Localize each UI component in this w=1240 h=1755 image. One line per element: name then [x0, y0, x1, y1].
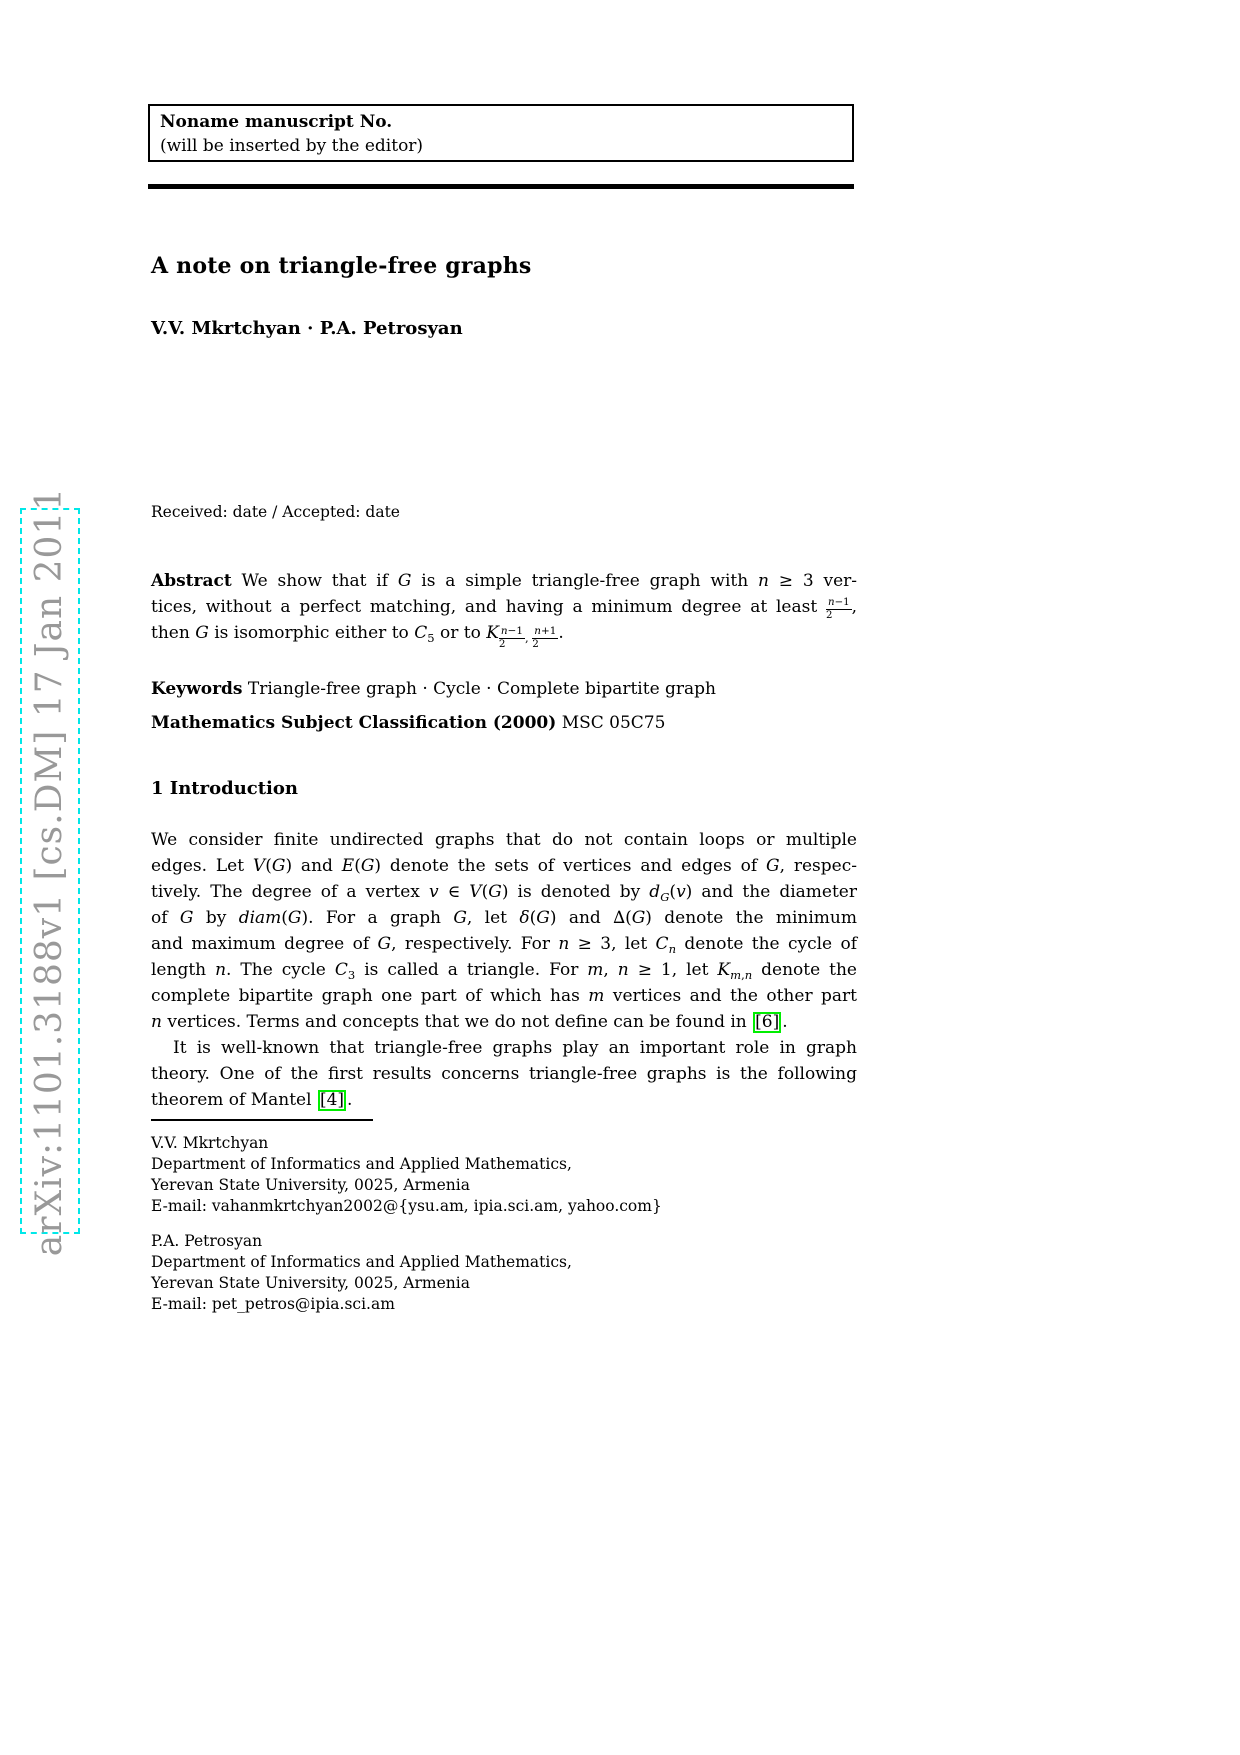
- footnote-author-1: [151, 1133, 662, 1217]
- msc-line: Mathematics Subject Classification (2000) MSC 05C75: [151, 713, 666, 733]
- arxiv-stamp-text: arXiv:1101.3188v1 [cs.DM] 17 Jan 2011: [29, 486, 71, 1256]
- arxiv-stamp-box: [20, 486, 80, 1256]
- footnote-email: E-mail: pet_petros@ipia.sci.am: [151, 1295, 395, 1313]
- body-line: tively. The degree of a vertex v ∈ V(G) is denoted by $d_G(v)$ and the diameter: [151, 882, 857, 905]
- abstract: [151, 568, 858, 650]
- footnote-rule: [151, 1119, 373, 1121]
- body-line: and maximum degree of G, respectively. For n ≥ 3, let $C_n$ denote the cycle of: [151, 934, 857, 957]
- footnote-university: Yerevan State University, 0025, Armenia: [151, 1274, 470, 1292]
- body-line: It is well-known that triangle-free graphs play an important role in graph: [173, 1038, 857, 1058]
- editor-note-line: (will be inserted by the editor): [160, 136, 424, 156]
- abstract-line: tices, without a perfect matching, and having a minimum degree at least $\frac{n-1}{2}$ ,: [151, 596, 857, 621]
- introduction-paragraph-2: [151, 1035, 857, 1113]
- body-line: We consider finite undirected graphs that do not contain loops or multiple: [151, 830, 857, 850]
- header-rule: [148, 184, 854, 189]
- body-line: length n. The cycle $C_3$ is called a triangle. For m, n ≥ 1, let $K_{m,n}$ denote the: [151, 960, 857, 983]
- footnote-department: Department of Informatics and Applied Mathematics,: [151, 1155, 572, 1173]
- citation-link[interactable]: [4]: [319, 1090, 345, 1110]
- introduction-paragraph-1: [151, 827, 857, 1035]
- authors-line: V.V. Mkrtchyan · P.A. Petrosyan: [151, 318, 463, 339]
- body-line: theory. One of the first results concerns triangle-free graphs is the following: [151, 1064, 857, 1084]
- body-line: edges. Let V(G) and E(G) denote the sets of vertices and edges of G, respec-: [151, 856, 857, 876]
- manuscript-header-box: [148, 104, 854, 162]
- received-accepted-line: Received: date / Accepted: date: [151, 503, 400, 521]
- footnote-name: V.V. Mkrtchyan: [151, 1134, 269, 1152]
- footnote-author-2: [151, 1231, 572, 1315]
- body-line: theorem of Mantel [4] .: [151, 1090, 353, 1110]
- body-line: complete bipartite graph one part of which has m vertices and the other part: [151, 986, 857, 1006]
- footnote-department: Department of Informatics and Applied Mathematics,: [151, 1253, 572, 1271]
- body-line: of G by diam(G). For a graph G, let δ(G) and ∆(G) denote the minimum: [151, 908, 857, 928]
- footnote-name: P.A. Petrosyan: [151, 1232, 263, 1250]
- paper-title: A note on triangle-free graphs: [151, 253, 532, 279]
- keywords-line: Keywords Triangle-free graph · Cycle · Complete bipartite graph: [151, 679, 717, 699]
- body-line: n vertices. Terms and concepts that we do not define can be found in [6] .: [151, 1012, 788, 1032]
- section-heading-introduction: 1 Introduction: [151, 778, 298, 799]
- footnote-university: Yerevan State University, 0025, Armenia: [151, 1176, 470, 1194]
- manuscript-no-line: Noname manuscript No.: [160, 112, 393, 132]
- abstract-line: then G is isomorphic either to $C_5$ or to K $_{\frac{n-1}{2} , \frac{n+1}{2}}$ .: [151, 623, 564, 650]
- citation-link[interactable]: [6]: [755, 1012, 780, 1032]
- abstract-line: Abstract We show that if G is a simple triangle-free graph with n ≥ 3 ver-: [151, 571, 858, 591]
- footnote-email: E-mail: vahanmkrtchyan2002@{ysu.am, ipia.sci.am, yahoo.com}: [151, 1197, 662, 1215]
